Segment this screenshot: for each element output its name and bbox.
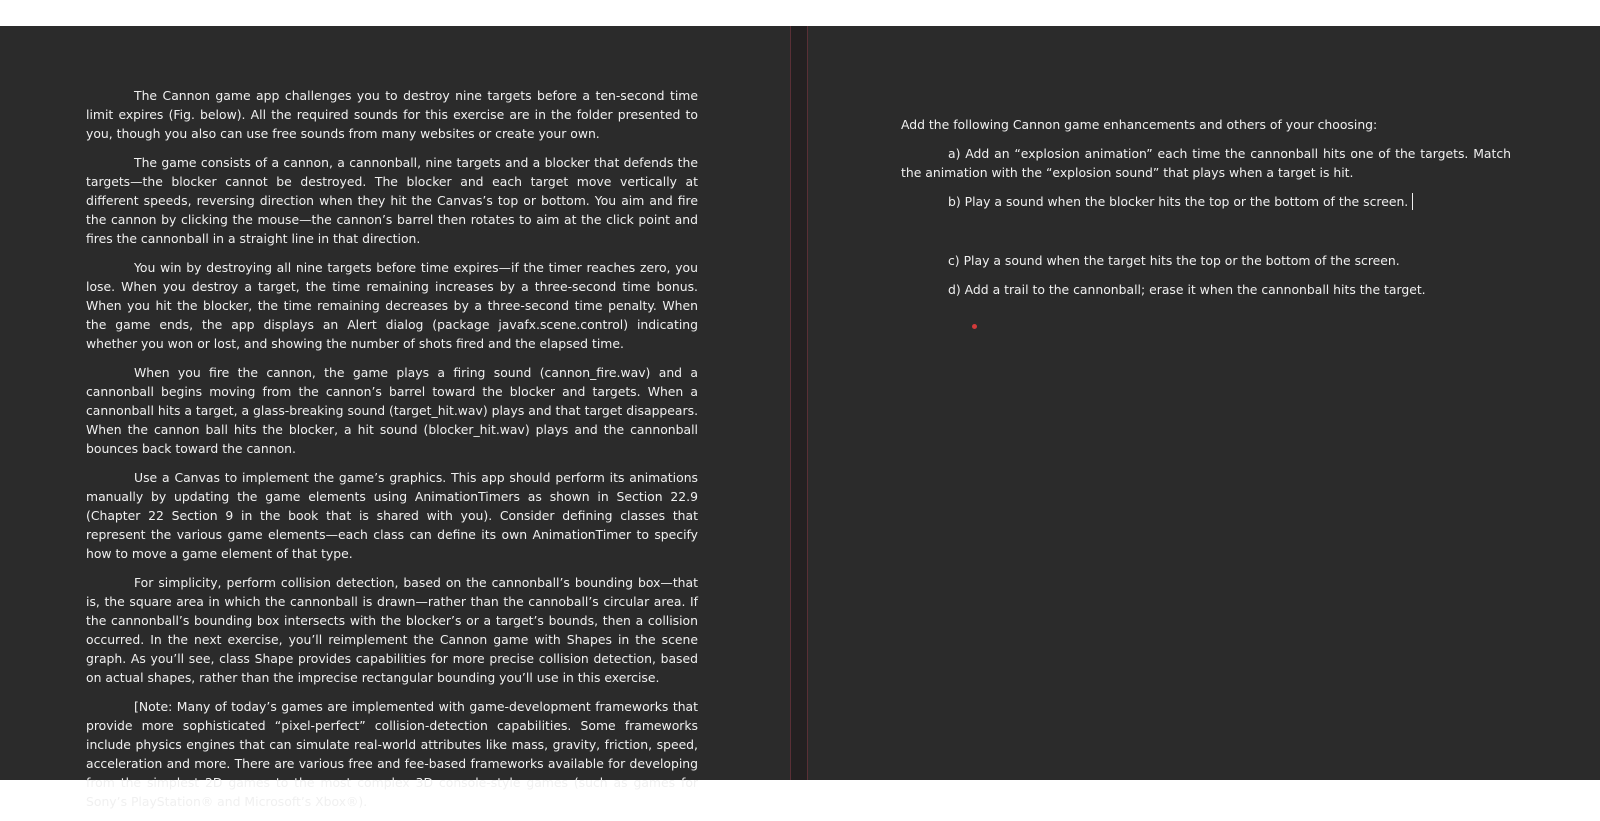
paragraph-collision-detection: For simplicity, perform collision detection, based on the cannonball’s bounding box—that is, the square area in which the cannonball is drawn—rather than the cannoball’s circular area. If the cannonball’s bounding box intersects with the blocker’s or a target’s bounds, then a collision occurred. In the next exercise, you’ll reimplement the Cannon game with Shapes in the scene graph. As you’ll see, class Shape provides capabilities for more precise collision detection, based on actual shapes, rather than the imprecise rectangular bounding you’ll use in this exercise.	[86, 575, 698, 685]
page-gutter	[790, 26, 808, 780]
paragraph-canvas-graphics: Use a Canvas to implement the game’s graphics. This app should perform its animations manually by updating the game elements using AnimationTimers as shown in Section 22.9 (Chapter 22 Section 9 in the book that is shared with you). Consider defining classes that represent the various game elements—each class can define its own AnimationTimer to specify how to move a game element of that type.	[86, 470, 698, 561]
paragraph-win-condition: You win by destroying all nine targets before time expires—if the timer reaches zero, you lose. When you destroy a target, the time remaining increases by a three-second time bonus. When you hit the blocker, the time remaining decreases by a three-second time penalty. When the game ends, the app displays an Alert dialog (package javafx.scene.control) indicating whether you won or lost, and showing the number of shots fired and the elapsed time.	[86, 260, 698, 351]
paragraph-firing-sounds: When you fire the cannon, the game plays a firing sound (cannon_fire.wav) and a cannonball begins moving from the cannon’s barrel toward the blocker and targets. When a cannonball hits a target, a glass-breaking sound (target_hit.wav) plays and that target disappears. When the cannon ball hits the blocker, a hit sound (blocker_hit.wav) plays and the cannonball bounces back toward the cannon.	[86, 365, 699, 456]
paragraph-game-elements: The game consists of a cannon, a cannonball, nine targets and a blocker that defends the targets—the blocker cannot be destroyed. The blocker and each target move vertically at different speeds, reversing direction when they hit the Canvas’s top or bottom. You aim and fire the cannon by clicking the mouse—the cannon’s barrel then rotates to aim at the click point and fires the cannonball in a straight line in that direction.	[86, 155, 698, 246]
right-page-text[interactable]	[901, 115, 1511, 309]
enhancements-intro: Add the following Cannon game enhancements and others of your choosing:	[901, 117, 1378, 132]
left-page	[0, 26, 790, 809]
paragraph-frameworks-note: [Note: Many of today’s games are implemented with game-development frameworks that provide more sophisticated “pixel-perfect” collision-detection capabilities. Some frameworks include physics engines that can simulate real-world attributes like mass, gravity, friction, speed, acceleration and more. There are various free and fee-based frameworks available for developing from the simplest 2D games to the most complex 3D console-style games (such as games for Sony’s PlayStation® and Microsoft’s Xbox®).	[86, 699, 698, 809]
enhancement-item-c: c) Play a sound when the target hits the top or the bottom of the screen.	[948, 253, 1400, 268]
paragraph-intro: The Cannon game app challenges you to destroy nine targets before a ten-second time limit expires (Fig. below). All the required sounds for this exercise are in the folder presented to you, though you also can use free sounds from many websites or create your own.	[86, 88, 698, 141]
enhancement-item-a: a) Add an “explosion animation” each time the cannonball hits one of the targets. Match the animation with the “explosion sound” that plays when a target is hit.	[901, 146, 1511, 180]
left-page-text[interactable]	[86, 86, 698, 821]
enhancement-item-b-text: b) Play a sound when the blocker hits the top or the bottom of the screen.	[948, 194, 1409, 209]
right-page	[808, 26, 1600, 780]
enhancement-item-d: d) Add a trail to the cannonball; erase it when the cannonball hits the target.	[948, 282, 1426, 297]
enhancement-item-b	[901, 192, 1511, 211]
document-viewport[interactable]	[0, 26, 1600, 809]
pointer-dot-icon	[972, 324, 977, 329]
text-cursor	[1412, 193, 1413, 210]
